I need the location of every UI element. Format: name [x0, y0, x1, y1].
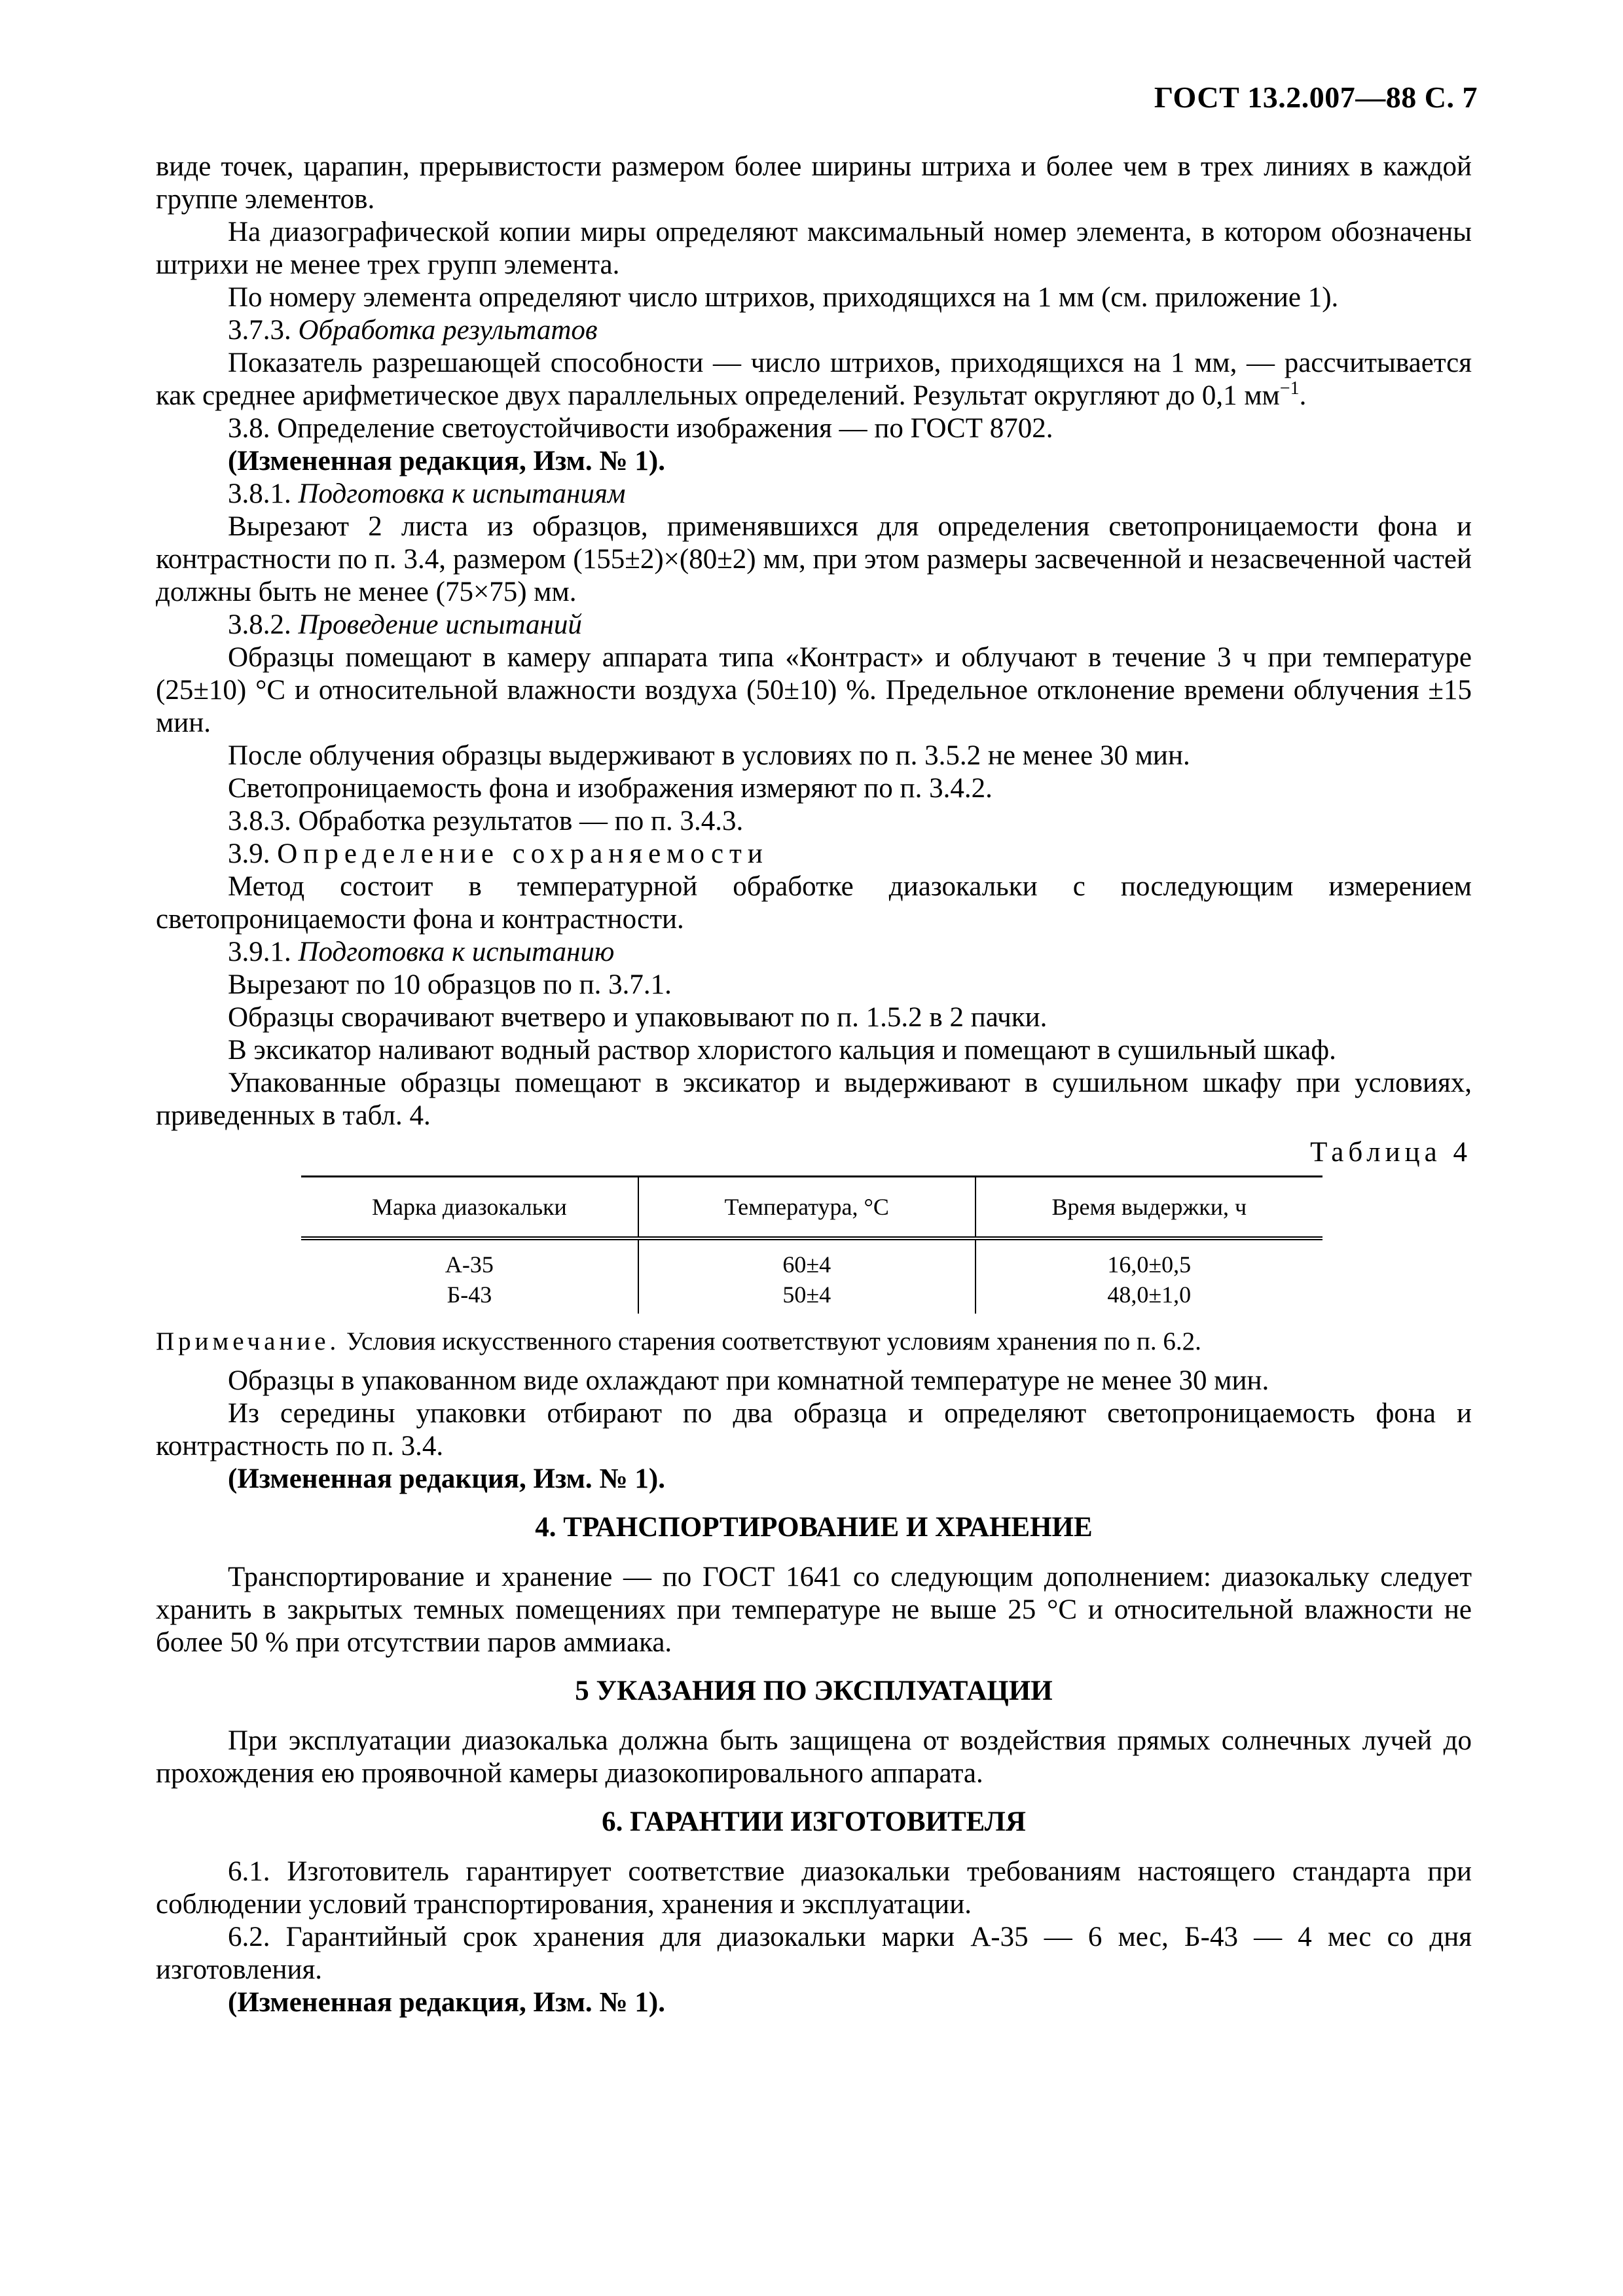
section-heading-6: 6. ГАРАНТИИ ИЗГОТОВИТЕЛЯ — [602, 1806, 1026, 1837]
section-number: 3.7.3. — [228, 315, 291, 346]
paragraph: Упакованные образцы помещают в эксикатор и выдерживают в сушильном шкафу при условиях, приведенных в табл. 4. — [156, 1067, 1472, 1131]
paragraph: После облучения образцы выдерживают в условиях по п. 3.5.2 не менее 30 мин. — [228, 740, 1190, 771]
paragraph: Вырезают 2 листа из образцов, применявшихся для определения светопроницаемости фона и контрастности по п. 3.4, размером (155±2)×(80±2) мм, при этом размеры засвеченной и незасвеченной частей должны быть не менее (75×75) мм. — [156, 511, 1472, 607]
section-title: Подготовка к испытанию — [298, 937, 615, 967]
section-number: 3.9.1. — [228, 937, 291, 967]
section-heading-3-8-2 — [156, 609, 1472, 641]
section-heading-5: 5 УКАЗАНИЯ ПО ЭКСПЛУАТАЦИИ — [575, 1676, 1053, 1706]
column-header: Марка диазокальки — [301, 1177, 638, 1239]
paragraph: Из середины упаковки отбирают по два образца и определяют светопроницаемость фона и контрастность по п. 3.4. — [156, 1398, 1472, 1462]
paragraph-text: Показатель разрешающей способности — число штрихов, приходящихся на 1 мм, — рассчитывается как среднее арифметическое двух параллельных определений. Результат округляют до 0,1 мм — [156, 348, 1472, 411]
section-number: 3.8.1. — [228, 478, 291, 509]
paragraph: Образцы в упакованном виде охлаждают при комнатной температуре не менее 30 мин. — [228, 1365, 1269, 1396]
table-cell: 60±4 — [638, 1238, 976, 1280]
section-heading-3-7-3 — [156, 314, 1472, 347]
section-title: Подготовка к испытаниям — [298, 478, 626, 509]
superscript: −1 — [1279, 378, 1300, 399]
paragraph-3-8-3: 3.8.3. Обработка результатов — по п. 3.4.3. — [228, 806, 744, 836]
paragraph-text-end: . — [1299, 380, 1307, 411]
table-cell: А-35 — [445, 1251, 494, 1278]
amendment-note: (Измененная редакция, Изм. № 1). — [228, 1463, 665, 1494]
section-heading-3-8-1 — [156, 478, 1472, 511]
table-header-row — [301, 1177, 1322, 1239]
paragraph: 6.2. Гарантийный срок хранения для диазокальки марки А-35 — 6 мес, Б-43 — 4 мес со дня изготовления. — [156, 1922, 1472, 1985]
paragraph: Метод состоит в температурной обработке диазокальки с последующим измерением светопроницаемости фона и контрастности. — [156, 871, 1472, 935]
table-row — [301, 1280, 1322, 1314]
section-number: 3.9. — [228, 838, 270, 869]
section-title: Проведение испытаний — [298, 609, 582, 640]
section-number: 3.8.2. — [228, 609, 291, 640]
section-title: Обработка результатов — [298, 315, 598, 346]
table-cell: 16,0±0,5 — [976, 1238, 1322, 1280]
amendment-note: (Измененная редакция, Изм. № 1). — [228, 1987, 665, 2018]
column-header: Время выдержки, ч — [976, 1177, 1322, 1239]
paragraph: Светопроницаемость фона и изображения измеряют по п. 3.4.2. — [228, 773, 993, 804]
page-header: ГОСТ 13.2.007—88 С. 7 — [1154, 81, 1478, 114]
table-note — [156, 1325, 1472, 1358]
paragraph: Транспортирование и хранение — по ГОСТ 1641 со следующим дополнением: диазокальку следует хранить в закрытых темных помещениях при температуре не выше 25 °С и относительной влажности не более 50 % при отсутствии паров аммиака. — [156, 1562, 1472, 1658]
paragraph: При эксплуатации диазокалька должна быть защищена от воздействия прямых солнечных лучей до прохождения ею проявочной камеры диазокопировального аппарата. — [156, 1725, 1472, 1789]
paragraph: Образцы помещают в камеру аппарата типа «Контраст» и облучают в течение 3 ч при температуре (25±10) °С и относительной влажности воздуха (50±10) %. Предельное отклонение времени облучения ±15 мин. — [156, 642, 1472, 738]
note-text: Условия искусственного старения соответствуют условиям хранения по п. 6.2. — [346, 1327, 1201, 1355]
paragraph: 6.1. Изготовитель гарантирует соответствие диазокальки требованиям настоящего стандарта при соблюдении условий транспортирования, хранения и эксплуатации. — [156, 1856, 1472, 1920]
paragraph: виде точек, царапин, прерывистости размером более ширины штриха и более чем в трех линиях в каждой группе элементов. — [156, 151, 1472, 215]
paragraph: Образцы сворачивают вчетверо и упаковывают по п. 1.5.2 в 2 пачки. — [228, 1002, 1048, 1033]
paragraph: По номеру элемента определяют число штрихов, приходящихся на 1 мм (см. приложение 1). — [228, 282, 1339, 313]
paragraph: В эксикатор наливают водный раствор хлористого кальция и помещают в сушильный шкаф. — [228, 1035, 1336, 1066]
amendment-note: (Измененная редакция, Изм. № 1). — [228, 446, 665, 476]
paragraph-3-8: 3.8. Определение светоустойчивости изображения — по ГОСТ 8702. — [228, 413, 1053, 444]
table-cell: 50±4 — [638, 1280, 976, 1314]
column-header: Температура, °С — [638, 1177, 976, 1239]
data-table — [301, 1175, 1322, 1314]
paragraph: На диазографической копии миры определяют максимальный номер элемента, в котором обозначены штрихи не менее трех групп элемента. — [156, 217, 1472, 280]
paragraph — [156, 347, 1472, 412]
section-heading-3-9-1 — [156, 936, 1472, 969]
table-caption: Таблица 4 — [1310, 1137, 1472, 1168]
document-body — [156, 151, 1472, 2019]
table-cell: Б-43 — [447, 1282, 492, 1308]
table-cell: 48,0±1,0 — [976, 1280, 1322, 1314]
table-row — [301, 1238, 1322, 1280]
section-heading-3-9 — [156, 838, 1472, 870]
paragraph: Вырезают по 10 образцов по п. 3.7.1. — [228, 969, 672, 1000]
section-heading-4: 4. ТРАНСПОРТИРОВАНИЕ И ХРАНЕНИЕ — [535, 1512, 1093, 1543]
note-label: Примечание. — [156, 1327, 340, 1355]
section-title: Определение сохраняемости — [277, 838, 769, 869]
